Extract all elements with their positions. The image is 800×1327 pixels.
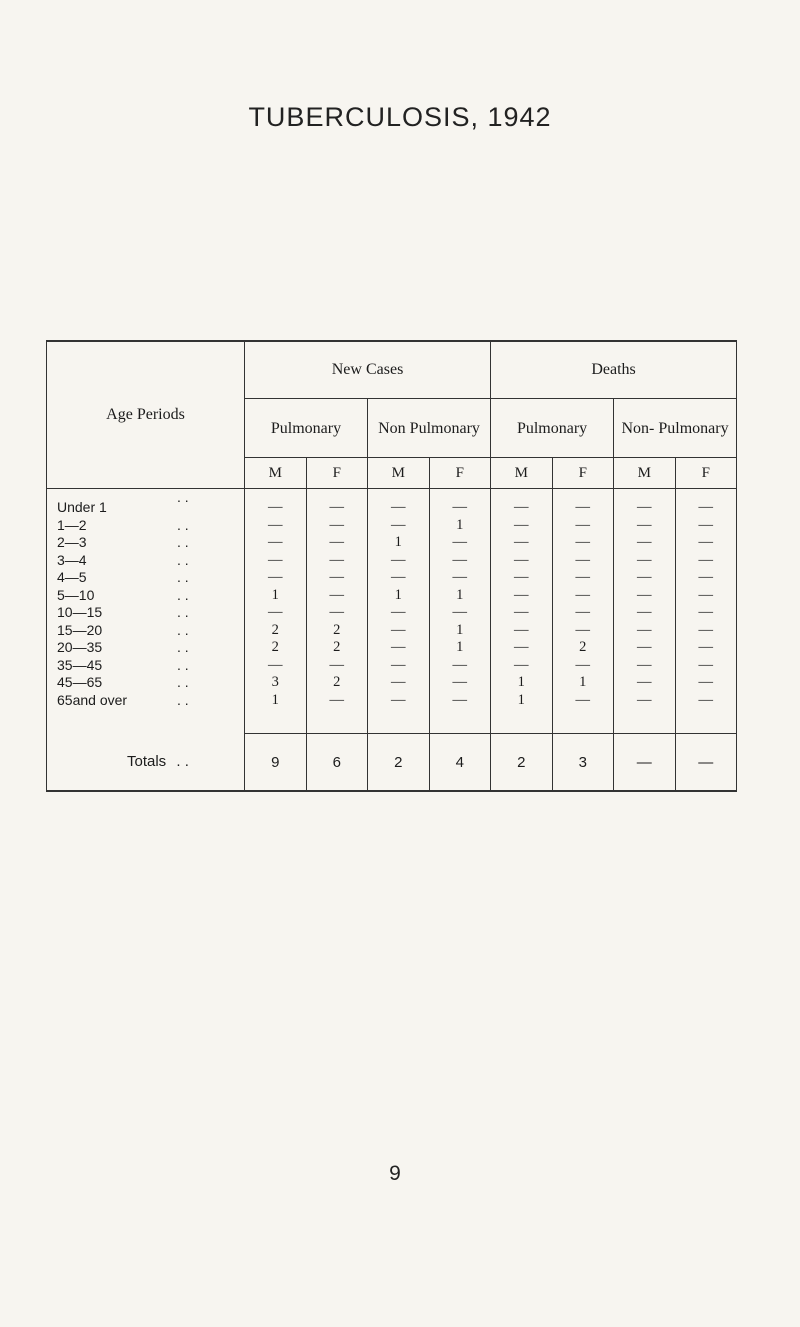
total-value-cell: 2	[491, 734, 553, 792]
value-cell: —	[552, 622, 614, 640]
value-cell: —	[491, 534, 553, 552]
value-cell: 2	[245, 639, 307, 657]
value-cell: —	[368, 622, 430, 640]
age-period-label: 15—20	[57, 621, 103, 638]
value-cell: —	[368, 489, 430, 517]
value-cell: —	[552, 604, 614, 622]
value-cell: —	[614, 657, 676, 675]
value-cell: 1	[245, 587, 307, 605]
table-row	[47, 639, 737, 657]
sex-header: F	[675, 458, 737, 489]
value-cell: —	[675, 639, 737, 657]
value-cell: —	[491, 489, 553, 517]
value-cell: —	[306, 569, 368, 587]
age-period-cell	[47, 622, 245, 640]
spacer-cell	[245, 709, 307, 734]
total-value-cell: 3	[552, 734, 614, 792]
age-period-label: 35—45	[57, 656, 103, 673]
age-period-label: 65and over	[57, 691, 128, 708]
value-cell: —	[245, 489, 307, 517]
value-cell: 1	[368, 587, 430, 605]
value-cell: —	[306, 604, 368, 622]
value-cell: —	[552, 534, 614, 552]
value-cell: —	[491, 587, 553, 605]
leader-dots: . .	[177, 656, 189, 673]
value-cell: 1	[368, 534, 430, 552]
value-cell: —	[368, 569, 430, 587]
sex-header: F	[429, 458, 491, 489]
value-cell: —	[245, 552, 307, 570]
leader-dots: . .	[177, 691, 189, 708]
value-cell: —	[614, 552, 676, 570]
age-period-cell	[47, 587, 245, 605]
value-cell: —	[368, 552, 430, 570]
value-cell: —	[491, 622, 553, 640]
spacer-cell	[614, 709, 676, 734]
value-cell: —	[429, 489, 491, 517]
table-row	[47, 552, 737, 570]
total-value-cell: 2	[368, 734, 430, 792]
value-cell: —	[429, 604, 491, 622]
value-cell: —	[306, 517, 368, 535]
value-cell: —	[552, 489, 614, 517]
value-cell: —	[552, 517, 614, 535]
new-cases-header: New Cases	[245, 341, 491, 399]
value-cell: —	[552, 569, 614, 587]
value-cell: —	[675, 622, 737, 640]
spacer-cell	[675, 709, 737, 734]
table-row	[47, 622, 737, 640]
leader-dots: . .	[177, 604, 189, 620]
sex-header: F	[552, 458, 614, 489]
value-cell: —	[614, 604, 676, 622]
value-cell: —	[614, 517, 676, 535]
value-cell: —	[245, 517, 307, 535]
value-cell: —	[675, 534, 737, 552]
value-cell: 2	[306, 674, 368, 692]
value-cell: —	[245, 569, 307, 587]
value-cell: —	[552, 587, 614, 605]
value-cell: —	[675, 674, 737, 692]
spacer-cell	[429, 709, 491, 734]
value-cell: —	[552, 552, 614, 570]
value-cell: —	[368, 657, 430, 675]
total-value-cell: —	[675, 734, 737, 792]
sex-header: M	[614, 458, 676, 489]
value-cell: 1	[491, 674, 553, 692]
new-pulmonary-header: Pulmonary	[245, 399, 368, 458]
deaths-header: Deaths	[491, 341, 737, 399]
age-period-cell	[47, 569, 245, 587]
age-period-label: 2—3	[57, 534, 87, 550]
value-cell: —	[552, 692, 614, 710]
totals-label-cell	[47, 734, 245, 792]
value-cell: 2	[306, 622, 368, 640]
totals-row	[47, 734, 737, 792]
leader-dots: . .	[177, 489, 189, 505]
table-row	[47, 674, 737, 692]
age-period-label: 10—15	[57, 604, 103, 620]
age-period-cell	[47, 534, 245, 552]
value-cell: 2	[245, 622, 307, 640]
table-row	[47, 569, 737, 587]
value-cell: —	[429, 657, 491, 675]
value-cell: —	[675, 657, 737, 675]
table-row	[47, 604, 737, 622]
age-period-label: 5—10	[57, 586, 95, 603]
value-cell: —	[614, 534, 676, 552]
spacer-cell	[47, 709, 245, 734]
page-title: TUBERCULOSIS, 1942	[248, 102, 552, 132]
value-cell: —	[368, 692, 430, 710]
value-cell: 1	[245, 692, 307, 710]
value-cell: —	[429, 674, 491, 692]
value-cell: —	[429, 552, 491, 570]
leader-dots: . .	[177, 586, 189, 603]
value-cell: 1	[429, 517, 491, 535]
value-cell: —	[306, 657, 368, 675]
value-cell: —	[614, 692, 676, 710]
value-cell: —	[675, 569, 737, 587]
value-cell: —	[368, 674, 430, 692]
value-cell: —	[491, 517, 553, 535]
spacer-cell	[491, 709, 553, 734]
value-cell: —	[675, 517, 737, 535]
spacer-row	[47, 709, 737, 734]
value-cell: 2	[306, 639, 368, 657]
deaths-non-pulmonary-header: Non- Pulmonary	[614, 399, 737, 458]
value-cell: 3	[245, 674, 307, 692]
value-cell: 1	[491, 692, 553, 710]
age-period-label: 45—65	[57, 674, 103, 690]
leader-dots: . .	[177, 516, 189, 533]
total-value-cell: —	[614, 734, 676, 792]
value-cell: —	[491, 552, 553, 570]
total-value-cell: 4	[429, 734, 491, 792]
tuberculosis-table	[46, 340, 737, 792]
value-cell: —	[614, 569, 676, 587]
value-cell: —	[429, 569, 491, 587]
value-cell: —	[429, 534, 491, 552]
age-period-cell	[47, 552, 245, 570]
age-period-label: Under 1	[57, 499, 107, 515]
value-cell: —	[306, 534, 368, 552]
value-cell: —	[614, 674, 676, 692]
value-cell: —	[614, 489, 676, 517]
age-period-cell	[47, 489, 245, 517]
value-cell: 2	[552, 639, 614, 657]
age-period-label: 4—5	[57, 569, 87, 585]
value-cell: 1	[429, 587, 491, 605]
value-cell: —	[368, 604, 430, 622]
value-cell: —	[675, 587, 737, 605]
value-cell: —	[491, 657, 553, 675]
value-cell: —	[306, 587, 368, 605]
value-cell: —	[552, 657, 614, 675]
sex-header: M	[245, 458, 307, 489]
sex-header: F	[306, 458, 368, 489]
value-cell: —	[306, 552, 368, 570]
new-non-pulmonary-header: Non Pulmonary	[368, 399, 491, 458]
table-row	[47, 489, 737, 517]
age-period-cell	[47, 639, 245, 657]
value-cell: 1	[429, 622, 491, 640]
age-period-label: 3—4	[57, 551, 87, 568]
value-cell: —	[614, 622, 676, 640]
spacer-cell	[368, 709, 430, 734]
leader-dots: . .	[177, 674, 189, 690]
sex-header: M	[368, 458, 430, 489]
leader-dots: . .	[177, 569, 189, 585]
value-cell: —	[368, 517, 430, 535]
value-cell: —	[245, 604, 307, 622]
deaths-pulmonary-header: Pulmonary	[491, 399, 614, 458]
table-row	[47, 657, 737, 675]
value-cell: 1	[429, 639, 491, 657]
value-cell: —	[245, 657, 307, 675]
age-period-cell	[47, 517, 245, 535]
leader-dots: . .	[177, 551, 189, 568]
table-row	[47, 692, 737, 710]
value-cell: —	[614, 639, 676, 657]
value-cell: —	[306, 489, 368, 517]
page-number: 9	[389, 1162, 401, 1185]
sex-header: M	[491, 458, 553, 489]
value-cell: —	[675, 604, 737, 622]
age-period-label: 20—35	[57, 639, 103, 655]
leader-dots: . .	[177, 639, 189, 655]
age-period-cell	[47, 604, 245, 622]
value-cell: —	[491, 639, 553, 657]
age-period-cell	[47, 657, 245, 675]
age-period-label: 1—2	[57, 516, 87, 533]
value-cell: —	[306, 692, 368, 710]
value-cell: —	[491, 569, 553, 587]
age-periods-header: Age Periods	[47, 341, 245, 489]
leader-dots: . .	[176, 753, 189, 771]
value-cell: —	[675, 489, 737, 517]
age-period-cell	[47, 674, 245, 692]
leader-dots: . .	[177, 621, 189, 638]
value-cell: —	[675, 692, 737, 710]
value-cell: —	[675, 552, 737, 570]
age-period-cell	[47, 692, 245, 710]
spacer-cell	[306, 709, 368, 734]
totals-label: Totals	[127, 753, 167, 771]
table-row	[47, 534, 737, 552]
value-cell: —	[429, 692, 491, 710]
table-row	[47, 587, 737, 605]
total-value-cell: 9	[245, 734, 307, 792]
value-cell: —	[614, 587, 676, 605]
spacer-cell	[552, 709, 614, 734]
value-cell: 1	[552, 674, 614, 692]
value-cell: —	[245, 534, 307, 552]
table-row	[47, 517, 737, 535]
total-value-cell: 6	[306, 734, 368, 792]
value-cell: —	[491, 604, 553, 622]
value-cell: —	[368, 639, 430, 657]
leader-dots: . .	[177, 534, 189, 550]
